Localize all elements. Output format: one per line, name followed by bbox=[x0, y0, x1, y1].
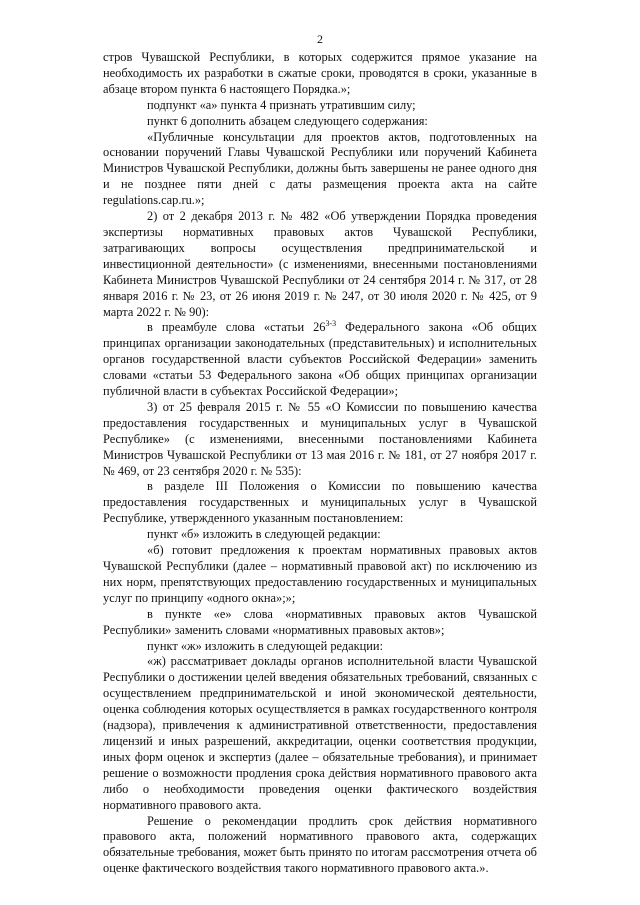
paragraph-continuation: стров Чувашской Республики, в которых содержится прямое указание на необходимость их разработки в сжатые сроки, проводятся в сроки, указанные в абзаце втором пункта 6 настоящего Порядка.»; bbox=[103, 50, 537, 96]
paragraph-point-6: пункт 6 дополнить абзацем следующего содержания: bbox=[147, 113, 428, 128]
paragraph-subpoint-a: подпункт «а» пункта 4 признать утратившим силу; bbox=[147, 97, 416, 112]
preamble-text-before: в преамбуле слова «статьи 26 bbox=[147, 320, 326, 335]
preamble-superscript: 3-3 bbox=[325, 319, 337, 329]
paragraph-decision: Решение о рекомендации продлить срок действия нормативного правового акта, положений нормативного правового акта, содержащих обязательные требования, может быть принято по итогам рассмотрения отчета об оценке фактического воздействия такого нормативного правового акта.». bbox=[103, 813, 537, 876]
preamble-text-after: Федерального закона «Об общих принципах организации законодательных (представительных) и исполнительных органов государственной власти субъектов Российской Федерации» заменить словами «статьи 53 Федерального закона «Об общих принципах организации публичной власти в субъектах Российской Федерации»; bbox=[103, 320, 537, 399]
paragraph-point-b: пункт «б» изложить в следующей редакции: bbox=[147, 527, 381, 542]
paragraph-section-3: в разделе III Положения о Комиссии по повышению качества предоставления государственных и муниципальных услуг в Чувашской Республике, утвержденного указанным постановлением: bbox=[103, 479, 537, 526]
paragraph-item-3: 3) от 25 февраля 2015 г. № 55 «О Комиссии по повышению качества предоставления государственных и муниципальных услуг в Чувашской Республике» (с изменениями, внесенными постановлениями Кабинета Министров Чувашской Республики от 13 мая 2016 г. № 181, от 27 ноября 2017 г. № 469, от 23 сентября 2020 г. № 535): bbox=[103, 399, 537, 478]
paragraph-public-consultations: «Публичные консультации для проектов актов, подготовленных на основании поручений Главы Чувашской Республики или поручений Кабинета Министров Чувашской Республики, должны быть завершены не ранее одного дня и не позднее пяти дней с даты размещения проекта акта на сайте regulations.cap.ru.»; bbox=[103, 129, 537, 208]
page-number: 2 bbox=[317, 32, 323, 46]
paragraph-point-zh: пункт «ж» изложить в следующей редакции: bbox=[147, 638, 384, 653]
document-body bbox=[103, 50, 537, 877]
paragraph-point-b-text: «б) готовит предложения к проектам нормативных правовых актов Чувашской Республики (далее – нормативный правовой акт) по исключению из них норм, препятствующих предоставлению государственных и муниципальных услуг по принципу «одного окна»;»; bbox=[103, 543, 537, 605]
paragraph-point-zh-text: «ж) рассматривает доклады органов исполнительной власти Чувашской Республики о достижении целей введения обязательных требований, связанных с осуществлением предпринимательской и иной экономической деятельности, оценка соблюдения которых осуществляется в рамках государственного контроля (надзора), привлечения к административной ответственности, предоставления лицензий и иных разрешений, аккредитации, оценки соответствия продукции, иных форм оценок и экспертиз (далее – обязательные требования), и принимает решение о возможности продления срока действия нормативного правового акта либо о необходимости проведения оценки фактического воздействия нормативного правового акта. bbox=[103, 654, 537, 812]
paragraph-item-2: 2) от 2 декабря 2013 г. № 482 «Об утверждении Порядка проведения экспертизы нормативных правовых актов Чувашской Республики, затрагивающих вопросы осуществления предпринимательской и инвестиционной деятельности» (с изменениями, внесенными постановлениями Кабинета Министров Чувашской Республики от 24 сентября 2014 г. № 317, от 28 января 2016 г. № 23, от 26 июня 2019 г. № 247, от 30 июля 2020 г. № 425, от 9 марта 2022 г. № 90): bbox=[103, 209, 537, 319]
paragraph-preamble bbox=[103, 320, 537, 400]
paragraph-point-e: в пункте «е» слова «нормативных правовых актов Чувашской Республики» заменить словами «нормативных правовых актов»; bbox=[103, 606, 537, 637]
